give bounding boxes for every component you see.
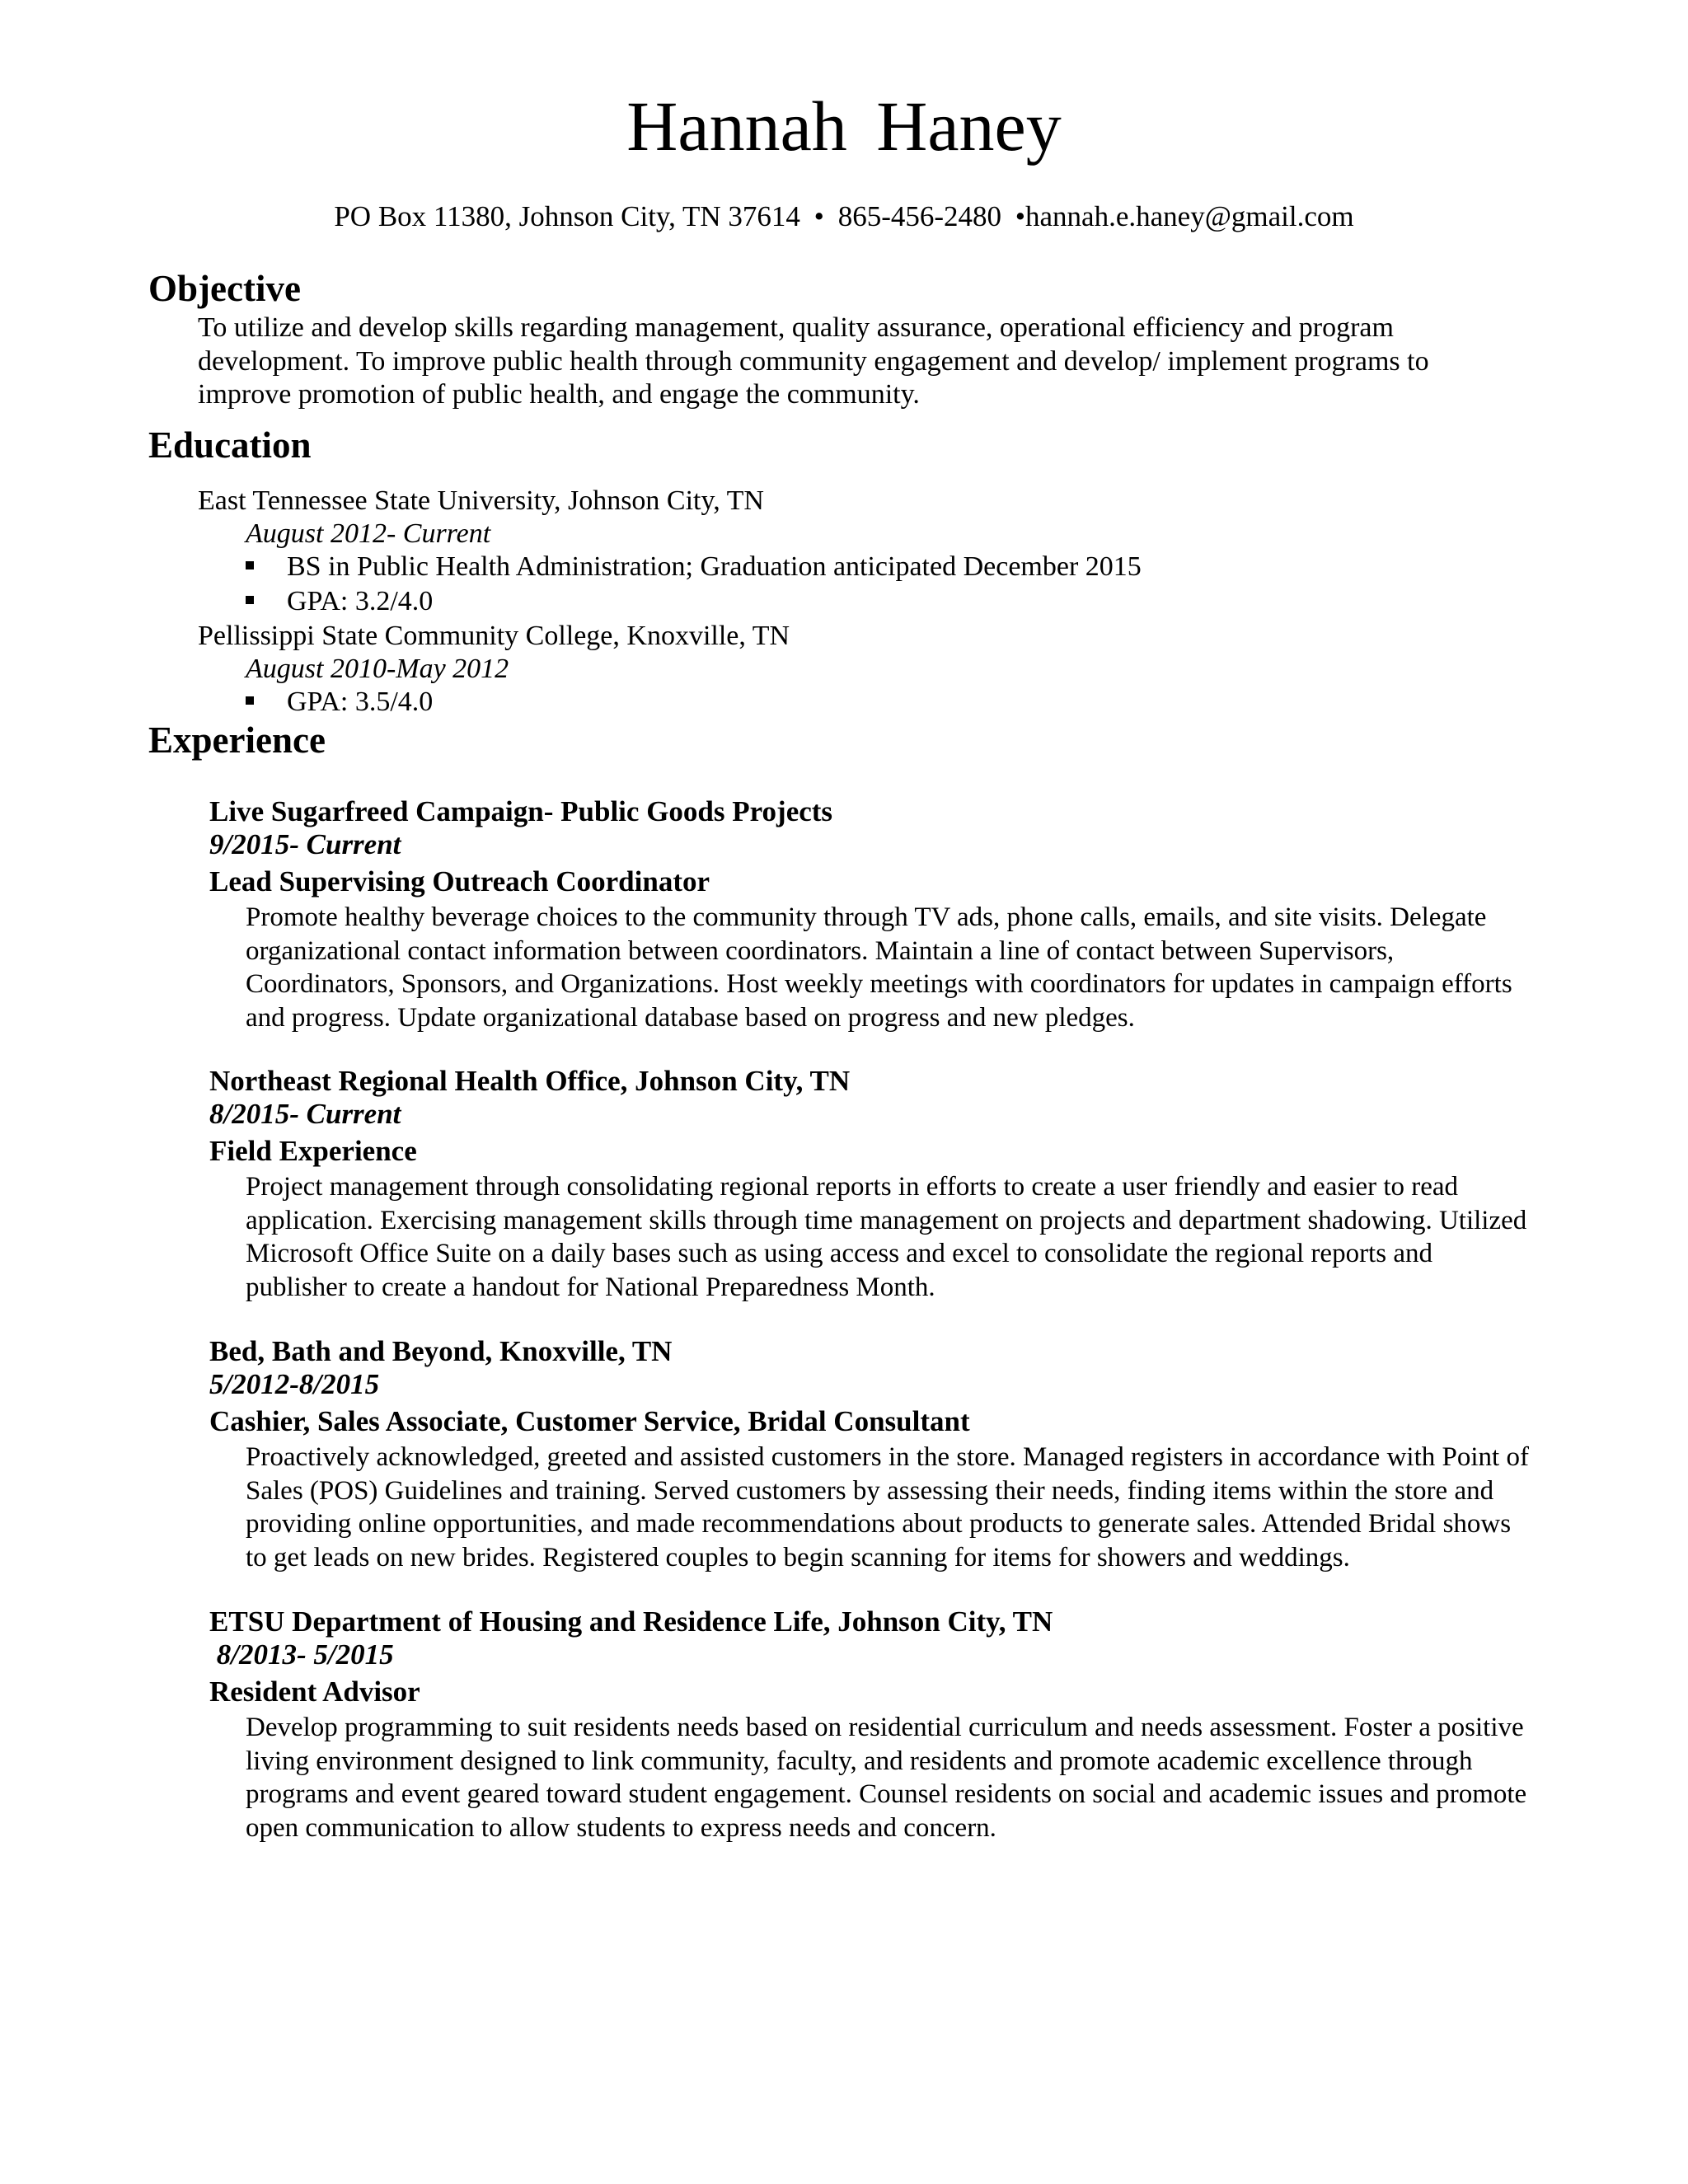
job-entry	[209, 1335, 1545, 1574]
job-title: Field Experience	[209, 1135, 417, 1167]
job-title: Resident Advisor	[209, 1675, 420, 1708]
education-bullet-text: GPA: 3.2/4.0	[287, 586, 434, 616]
job-organization: Northeast Regional Health Office, Johnson City, TN	[209, 1065, 851, 1097]
job-description: Develop programming to suit residents needs based on residential curriculum and needs assessment. Foster a positive living environment designed to link community, faculty, and residents and promote academic excellence through programs and event geared toward student engagement. Counsel residents on social and academic issues and promote open communication to allow students to express needs and concern.	[246, 1713, 1527, 1843]
contact-address: PO Box 11380, Johnson City, TN 37614	[334, 200, 800, 232]
job-organization: Bed, Bath and Beyond, Knoxville, TN	[209, 1335, 673, 1367]
job-entry	[209, 1065, 1545, 1304]
education-bullet-text: GPA: 3.5/4.0	[287, 687, 434, 717]
square-bullet-icon	[246, 561, 254, 569]
job-description: Promote healthy beverage choices to the community through TV ads, phone calls, emails, and site visits. Delegate organizational contact information between coordinators. Maintain a line of contact between Supervisors, Coordinators, Sponsors, and Organizations. Host weekly meetings with coordinators for updates in campaign efforts and progress. Update organizational database based on progress and new pledges.	[246, 902, 1512, 1033]
job-dates: 5/2012-8/2015	[209, 1368, 380, 1400]
job-dates: 8/2015- Current	[209, 1098, 401, 1130]
education-school: East Tennessee State University, Johnson City, TN	[198, 485, 764, 516]
objective-text: To utilize and develop skills regarding management, quality assurance, operational efficiency and program development. To improve public health through community engagement and develop/ implement programs to improve promotion of public health, and engage the community.	[198, 312, 1429, 410]
contact-email[interactable]: hannah.e.haney@gmail.com	[1025, 200, 1354, 232]
objective-heading: Objective	[148, 268, 301, 309]
education-bullet	[246, 551, 1142, 583]
experience-heading: Experience	[148, 719, 326, 761]
education-heading: Education	[148, 424, 312, 466]
square-bullet-icon	[246, 696, 254, 705]
job-entry	[209, 1605, 1545, 1844]
job-description: Project management through consolidating regional reports in efforts to create a user friendly and easier to read application. Exercising management skills through time management on projects and department shadowing. Utilized Microsoft Office Suite on a daily bases such as using access and excel to consolidate the regional reports and publisher to create a handout for National Preparedness Month.	[246, 1172, 1527, 1302]
candidate-name: Hannah Haney	[626, 87, 1062, 166]
education-bullet	[246, 585, 433, 618]
job-title: Cashier, Sales Associate, Customer Service, Bridal Consultant	[209, 1405, 970, 1437]
bullet-separator: •	[1015, 200, 1026, 232]
job-dates: 9/2015- Current	[209, 828, 401, 860]
job-organization: ETSU Department of Housing and Residence Life, Johnson City, TN	[209, 1605, 1053, 1638]
job-entry	[209, 795, 1545, 1034]
education-dates: August 2010-May 2012	[246, 654, 509, 684]
education-bullet-text: BS in Public Health Administration; Graduation anticipated December 2015	[287, 551, 1142, 582]
bullet-separator: •	[814, 200, 824, 232]
education-bullet	[246, 686, 433, 719]
job-title: Lead Supervising Outreach Coordinator	[209, 865, 710, 898]
job-organization: Live Sugarfreed Campaign- Public Goods Projects	[209, 795, 833, 827]
education-dates: August 2012- Current	[246, 518, 491, 549]
job-dates: 8/2013- 5/2015	[209, 1638, 394, 1671]
job-description: Proactively acknowledged, greeted and assisted customers in the store. Managed registers in accordance with Point of Sales (POS) Guidelines and training. Served customers by assessing their needs, finding items within the store and providing online opportunities, and made recommendations about products to generate sales. Attended Bridal shows to get leads on new brides. Registered couples to begin scanning for items for showers and weddings.	[246, 1442, 1529, 1572]
contact-line	[0, 198, 1688, 236]
education-school: Pellissippi State Community College, Knoxville, TN	[198, 621, 790, 651]
square-bullet-icon	[246, 596, 254, 604]
contact-phone: 865-456-2480	[837, 200, 1001, 232]
